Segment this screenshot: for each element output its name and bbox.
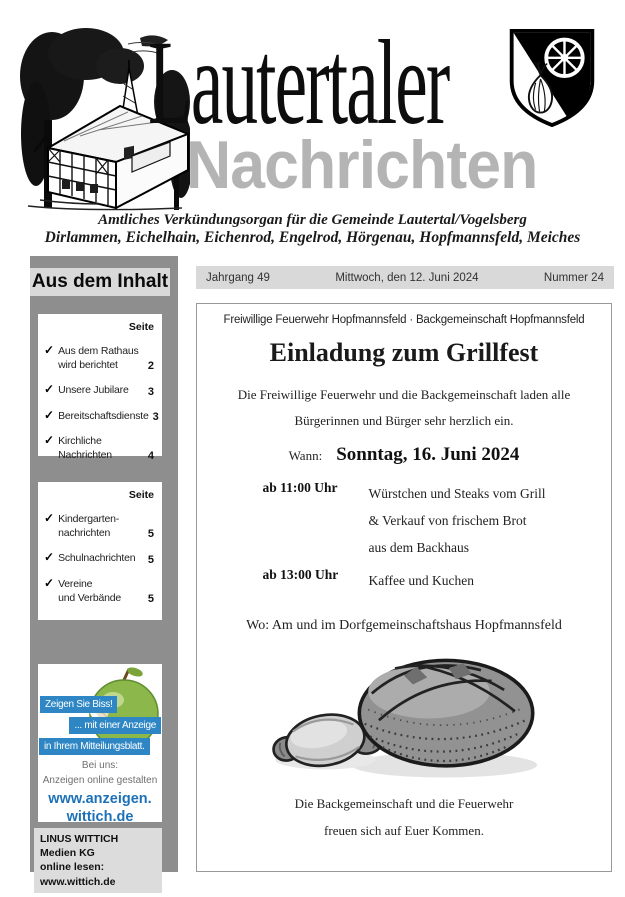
toc-item-label: Schulnachrichten [58,552,136,565]
toc-item-label: Kindergarten- [58,513,120,525]
toc-item-kirchliche-nachrichten [44,434,154,462]
issue-number: Nummer 24 [543,271,604,284]
schedule-time: ab 13:00 Uhr [262,567,339,582]
toc-item-rathaus [44,344,154,372]
toc-item-label: Vereine [58,577,93,590]
subtitle-line1: Amtliches Verkündungsorgan für die Gemeinde Lautertal/Vogelsberg [98,212,527,228]
schedule-item: Würstchen und Steaks vom Grill [368,486,546,501]
publisher-box [34,828,162,893]
toc-item-label: wird berichtet [58,359,118,372]
masthead [0,0,625,256]
checkmark-icon: ✓ [44,550,55,565]
main-article-box [196,303,612,872]
coat-of-arms [504,24,600,132]
ad-banner-1: Zeigen Sie Biss! [40,696,117,713]
bread-illustration [254,638,554,790]
checkmark-icon: ✓ [44,407,55,422]
closing-line1: Die Backgemeinschaft und die Feuerwehr [294,796,514,811]
ad-banner-3: in Ihrem Mitteilungsblatt. [39,738,150,755]
toc-item-bereitschaftsdienste [44,407,159,423]
checkmark-icon: ✓ [44,511,55,525]
toc-box-2 [38,482,162,620]
toc-title: Aus dem Inhalt [30,268,170,296]
ad-note-line1: Bei uns: [81,760,119,771]
when-value: Sonntag, 16. Juni 2024 [336,444,520,465]
ad-url-line1[interactable]: www.anzeigen. [48,791,152,807]
checkmark-icon: ✓ [44,382,55,397]
masthead-title-lautertaler: Lautertaler [148,16,449,150]
intro-line2: Bürgerinnen und Bürger sehr herzlich ein. [294,413,514,428]
article-intro [197,382,611,434]
when-label: Wann: [288,448,323,463]
toc-item-label: Nachrichten [58,448,112,461]
ad-note-line2: Anzeigen online gestalten [42,774,158,786]
article-organizations: Freiwillige Feuerwehr Hopfmannsfeld · Backgemeinschaft Hopfmannsfeld [223,314,585,326]
sidebar [30,256,178,888]
toc-item-label: Aus dem Rathaus [58,345,139,357]
issue-info-bar [196,266,614,289]
schedule-row-11 [263,480,546,561]
toc-item-page: 5 [147,592,154,605]
toc-item-page: 4 [147,450,154,463]
page-column-label: Seite [128,321,154,333]
toc-item-kindergarten [44,512,154,540]
toc-item-schulnachrichten [44,551,154,565]
event-where: Wo: Am und im Dorfgemeinschaftshaus Hopfmannsfeld [246,618,562,633]
ad-url-line2[interactable]: wittich.de [66,809,134,822]
article-closing [197,790,611,845]
masthead-subtitle [0,212,625,246]
schedule-time: ab 11:00 Uhr [262,480,338,495]
toc-item-page: 5 [147,528,154,541]
intro-line1: Die Freiwillige Feuerwehr und die Backgemeinschaft laden alle [237,387,571,402]
publisher-name: LINUS WITTICH Medien KG [40,833,119,860]
toc-item-page: 2 [147,360,154,373]
publisher-url-link[interactable]: online lesen: www.wittich.de [40,861,116,888]
toc-item-vereine [44,577,154,605]
ad-banner-2: ... mit einer Anzeige [69,717,161,734]
checkmark-icon: ✓ [44,343,55,357]
toc-box-1 [38,314,162,463]
schedule-item: Kaffee und Kuchen [368,573,474,588]
checkmark-icon: ✓ [44,575,55,590]
toc-item-page: 5 [147,553,154,566]
closing-line2: freuen sich auf Euer Kommen. [324,823,484,839]
toc-item-label: Bereitschaftsdienste [58,409,149,422]
schedule-row-13 [263,567,546,594]
ad-banners [38,696,162,755]
toc-item-label: und Verbände [58,591,122,604]
toc-item-label: nachrichten [58,527,111,540]
page-column-label: Seite [128,489,154,501]
issue-volume: Jahrgang 49 [206,271,270,284]
subtitle-line2: Dirlammen, Eichelhain, Eichenrod, Engelrod, Hörgenau, Hopfmannsfeld, Meiches [44,229,581,246]
ad-url-link[interactable] [38,790,162,822]
toc-item-label: Unsere Jubilare [58,384,129,397]
toc-item-jubilare [44,383,154,397]
article-title: Einladung zum Grillfest [269,338,539,367]
checkmark-icon: ✓ [44,432,55,447]
masthead-title-nachrichten: Nachrichten [186,127,538,203]
schedule-item: & Verkauf von frischem Brot [368,513,527,528]
advertisement-box [38,664,162,822]
issue-date: Mittwoch, den 12. Juni 2024 [335,271,479,284]
toc-item-page: 3 [147,385,154,398]
event-when [197,444,611,466]
toc-item-page: 3 [152,410,159,423]
schedule-item: aus dem Backhaus [368,540,469,555]
event-schedule [263,480,546,594]
ad-note [38,759,162,788]
toc-item-label: Kirchliche [58,434,102,447]
